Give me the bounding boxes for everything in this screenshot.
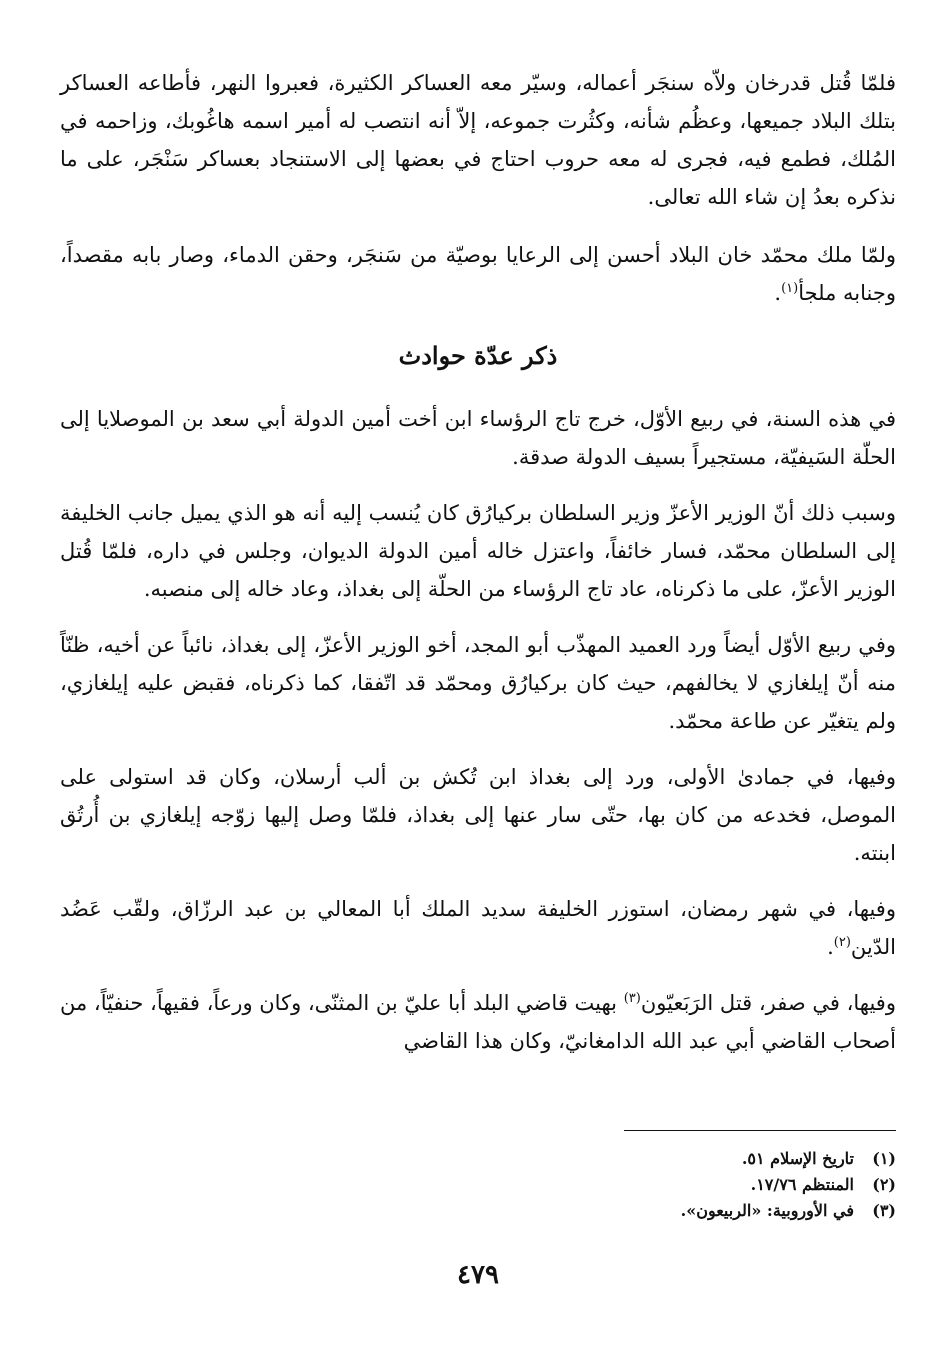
footnote-divider [624, 1130, 896, 1131]
footnote-3 [60, 1198, 896, 1224]
footnote-ref-3[interactable]: (٣) [623, 991, 641, 1006]
footnote-2 [60, 1172, 896, 1198]
paragraph-1: فلمّا قُتل قدرخان ولاّه سنجَر أعماله، وسيّر معه العساكر الكثيرة، فعبروا النهر، فأطاعه العساكر بتلك البلاد جميعها، وعظُم شأنه، وكثُرت جموعه، إلاّ أنه انتصب له أمير اسمه هاغُوبك، وزاحمه في المُلك، فطمع فيه، فجرى له معه حروب احتاج في بعضها إلى الاستنجاد بعساكر سَنْجَر، على ما نذكره بعدُ إن شاء الله تعالى. [60, 71, 896, 209]
paragraph-6: وفيها، في جمادىٰ الأولى، ورد إلى بغداذ ابن تُكش بن ألب أرسلان، وكان قد استولى على الموصل، فخدعه من كان بها، حتّى سار عنها إلى بغداذ، فلمّا وصل إليها زوّجه إيلغازي بن أُرتُق ابنته. [60, 765, 896, 865]
paragraph-3: في هذه السنة، في ربيع الأوّل، خرج تاج الرؤساء ابن أخت أمين الدولة أبي سعد بن الموصلايا إلى الحلّة السَيفيّة، مستجيراً بسيف الدولة صدقة. [60, 407, 896, 469]
footnote-ref-1[interactable]: (١) [781, 281, 799, 296]
footnote-number: (١) [872, 1149, 896, 1168]
footnote-ref-2[interactable]: (٢) [833, 935, 851, 950]
footnote-number: (٣) [872, 1201, 896, 1220]
paragraph-8: وفيها، في صفر، قتل الرَبَعيّون$^{(٣)}$ بهيت قاضي البلد أبا عليّ بن المثنّى، وكان ورعاً، فقيهاً، حنفيّاً، من أصحاب القاضي أبي عبد الله الدامغانيّ، وكان هذا القاضي [60, 991, 896, 1053]
page-number: ٤٧٩ [457, 1260, 499, 1290]
footnote-text: المنتظم ١٧/٧٦. [750, 1175, 854, 1194]
footnotes [60, 1146, 896, 1224]
paragraph-5: وفي ربيع الأوّل أيضاً ورد العميد المهذّب أبو المجد، أخو الوزير الأعزّ، إلى بغداذ، نائباً عن أخيه، ظنّاً منه أنّ إيلغازي لا يخالفهم، حيث كان بركيارُق ومحمّد قد اتّفقا، كما ذكرناه، فقبض عليه إيلغازي، ولم يتغيّر عن طاعة محمّد. [60, 633, 896, 733]
footnote-number: (٢) [872, 1175, 896, 1194]
paragraph-7: وفيها، في شهر رمضان، استوزر الخليفة سديد الملك أبا المعالي بن عبد الرزّاق، ولقّب عَضُد الدّين$^{(٢)}$. [60, 897, 896, 959]
paragraph-4: وسبب ذلك أنّ الوزير الأعزّ وزير السلطان بركيارُق كان يُنسب إليه أنه هو الذي يميل جانب الخليفة إلى السلطان محمّد، فسار خائفاً، واعتزل خاله أمين الدولة الديوان، وجلس في داره، فلمّا قُتل الوزير الأعزّ، على ما ذكرناه، عاد تاج الرؤساء من الحلّة إلى بغداذ، وعاد خاله إلى منصبه. [60, 501, 896, 601]
paragraph-2: ولمّا ملك محمّد خان البلاد أحسن إلى الرعايا بوصيّة من سَنجَر، وحقن الدماء، وصار بابه مقصداً، وجنابه ملجأ$^{(١)}$. [60, 243, 896, 305]
footnote-1 [60, 1146, 896, 1172]
footnote-text: تاريخ الإسلام ٥١. [741, 1149, 854, 1168]
section-heading: ذكر عدّة حوادث [398, 341, 558, 370]
book-page [60, 64, 896, 1334]
footnote-text: في الأوروبية: «الربيعون». [680, 1201, 854, 1220]
